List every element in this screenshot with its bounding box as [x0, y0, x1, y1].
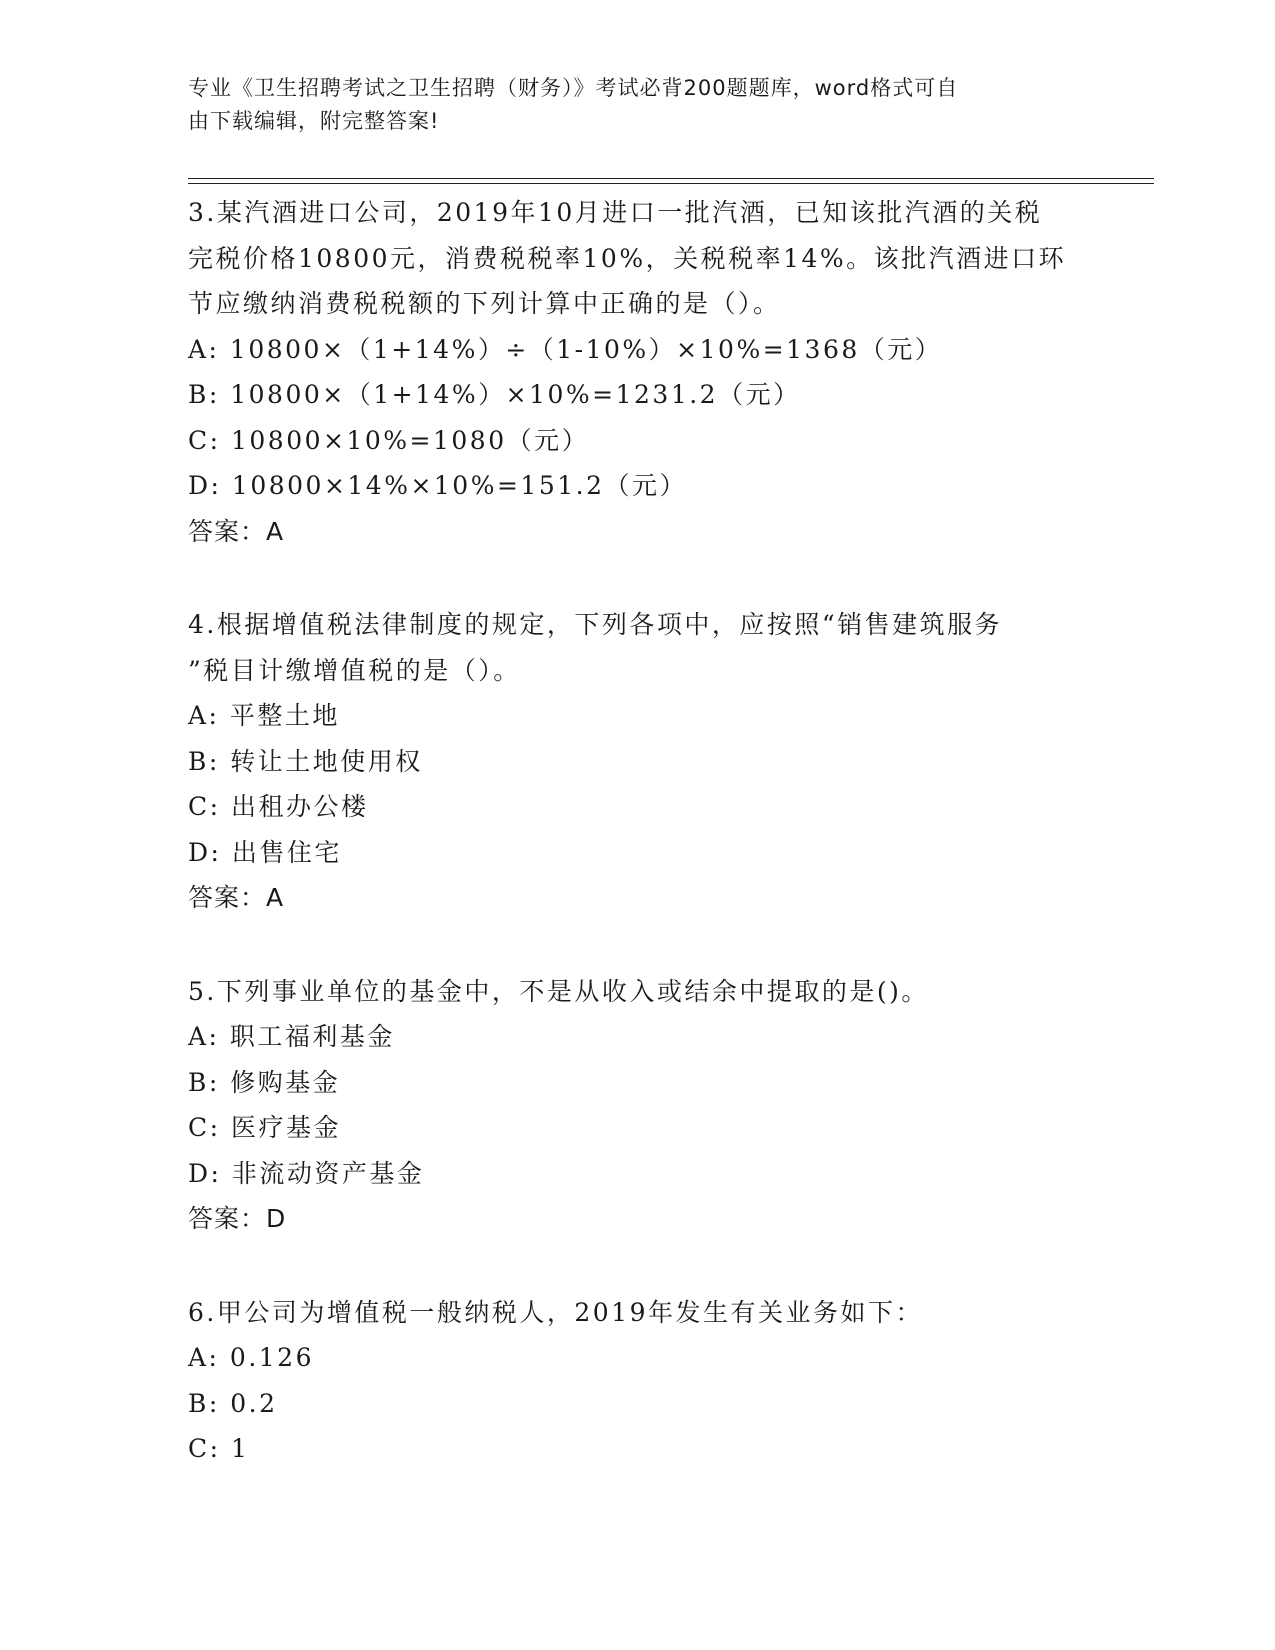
question-5	[188, 969, 1088, 1242]
option-b: B: 转让土地使用权	[188, 746, 423, 776]
option-b: B: 修购基金	[188, 1067, 341, 1097]
option-d: D: 出售住宅	[188, 837, 342, 867]
question-stem-line: 3.某汽酒进口公司，2019年10月进口一批汽酒，已知该批汽酒的关税	[188, 198, 1043, 227]
question-6	[188, 1290, 1088, 1472]
question-stem-line: 完税价格10800元，消费税税率10%，关税税率14%。该批汽酒进口环	[188, 243, 1067, 273]
answer-line: 答案：A	[188, 516, 285, 546]
question-3	[188, 190, 1088, 554]
question-stem-line: ”税目计缴增值税的是（）。	[188, 655, 521, 685]
option-a: A: 10800×（1+14%）÷（1-10%）×10%=1368（元）	[188, 334, 943, 364]
answer-line: 答案：D	[188, 1204, 287, 1233]
document-header	[188, 72, 1078, 138]
question-stem-line: 4.根据增值税法律制度的规定，下列各项中，应按照“销售建筑服务	[188, 610, 1003, 639]
question-stem-line: 5.下列事业单位的基金中，不是从收入或结余中提取的是()。	[188, 976, 929, 1006]
question-stem-line: 节应缴纳消费税税额的下列计算中正确的是（）。	[188, 289, 781, 318]
option-c: C: 10800×10%=1080（元）	[188, 425, 590, 455]
option-d: D: 非流动资产基金	[188, 1158, 425, 1188]
option-c: C: 1	[188, 1434, 250, 1463]
header-divider-bottom	[188, 183, 1154, 184]
option-a: A: 职工福利基金	[188, 1022, 395, 1051]
option-c: C: 医疗基金	[188, 1113, 341, 1142]
option-b: B: 10800×（1+14%）×10%=1231.2（元）	[188, 380, 801, 409]
header-line-1: 专业《卫生招聘考试之卫生招聘（财务）》考试必背200题题库，word格式可自	[188, 76, 959, 100]
option-a: A: 平整土地	[188, 701, 340, 730]
option-c: C: 出租办公楼	[188, 792, 369, 821]
question-4	[188, 602, 1088, 921]
option-d: D: 10800×14%×10%=151.2（元）	[188, 471, 687, 500]
header-divider-top	[188, 178, 1154, 179]
header-line-2: 由下载编辑，附完整答案!	[188, 109, 440, 133]
question-list	[188, 190, 1088, 1520]
answer-line: 答案：A	[188, 883, 285, 912]
question-stem-line: 6.甲公司为增值税一般纳税人，2019年发生有关业务如下：	[188, 1297, 923, 1327]
option-a: A: 0.126	[188, 1343, 314, 1372]
option-b: B: 0.2	[188, 1388, 278, 1418]
